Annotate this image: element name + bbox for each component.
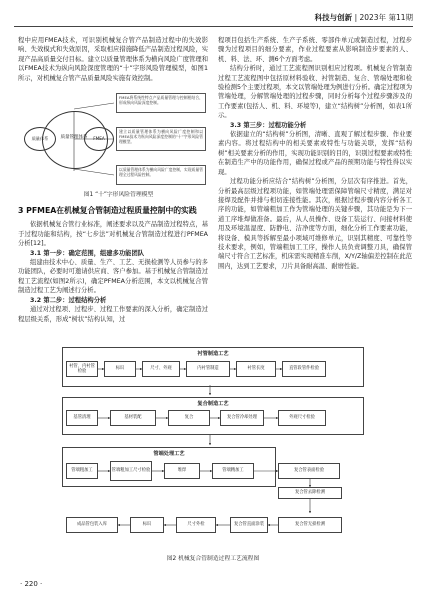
paragraph: 程中应用FMEA技术，可识别机械复合管产品制造过程中的失效影响、失效模式和失效原因，采取相应措施降低产品制造过程风险，实现产品高质量交付目标。建立以质量管理体系为横向风险广度管理和以FMEA技术为纵向风险深度管理的“十”字形风险管理模型，如图1所示，对机械复合管产品质量风险实施有效控制。	[18, 37, 208, 82]
flow-node: 基管清理	[66, 410, 98, 426]
left-oval: 质量体系	[24, 127, 56, 151]
flow-node: 标识	[104, 361, 136, 377]
flow-node: 尺寸外检	[176, 517, 216, 533]
subsection-heading: 3.1 第一步：确定范围，组建多功能团队	[29, 249, 145, 257]
section-title: 管端处理工艺	[153, 451, 185, 457]
journal-header	[315, 12, 413, 23]
flow-node: 衬管长度	[236, 361, 276, 377]
flow-node: 复合管表面检验	[278, 463, 340, 479]
right-oval: FMEA	[84, 127, 114, 151]
flow-node: 管端粗加工	[66, 463, 98, 479]
figure-2-flowchart	[60, 343, 366, 551]
figure-1-caption: 图1 “十”字形风险管理模型	[83, 192, 154, 199]
flow-node: 复合管无损检测	[278, 517, 342, 533]
flow-node: 复合	[168, 410, 210, 426]
flow-node: 标识	[130, 517, 164, 533]
flow-node: 衬管、内衬管检验	[66, 361, 98, 377]
flow-node: 复合管直面涂装	[230, 517, 268, 533]
flow-node: 管端精加工	[212, 463, 254, 479]
flow-node: 堆焊	[164, 463, 200, 479]
figure-1-box-bottom: 以质量管理体系为横向风险广度控制，实现质量管理全过程风险控制。	[116, 165, 206, 185]
figure-2-caption: 图2 机械复合管制造过程工艺流程图	[166, 556, 260, 562]
page-header	[14, 6, 413, 27]
paragraph: 通过对过程项、过程步、过程工作要素的深入分析，确定制造过程层级关系，形成“树状”结构认知，过	[18, 306, 208, 323]
flow-node: 管端粗加工尺寸检验	[110, 461, 152, 481]
section-heading: 3 PFMEA在机械复合管制造过程质量控制中的实践	[18, 206, 197, 216]
issue-info: | 2023年 第11期	[354, 13, 413, 22]
section-title: 复合制造工艺	[197, 401, 229, 407]
paragraph: 依据机械复合管行业标准，阐述要求以及产品制造过程特点，基于过程功能和结构，按“七步法”对机械复合管制造过程进行PFMEA分析[12]。	[18, 221, 208, 248]
flow-node: 外观尺寸检验	[278, 410, 326, 426]
paragraph: 结构分析时，通过工艺流程图识别相应过程项。机械复合管制造过程工艺流程图中包括原材料验收、衬管制造、复合、管端处理和检验检测5个主要过程项，本文以管端处理为例进行分析。确定过程项为管端处理，分解管端处理的过程步骤，同时分析每个过程步骤涉及的工作要素(包括人、机、料、环境等)，建立“结构树”分析图，如表1所示。	[218, 65, 412, 120]
flow-node: 成品管包装入库	[66, 517, 118, 533]
subsection-heading: 3.2 第二步：过程结构分析	[29, 296, 107, 304]
section-title: 衬管制造工艺	[197, 351, 229, 357]
page-number: · 220 ·	[20, 580, 43, 588]
figure-1-risk-model	[18, 89, 208, 189]
flow-node: 复合管冷却处理	[220, 410, 264, 426]
figure-1-box-middle: 建立以质量管理体系为横向风险广度控制和以FMEA技术为纵向风险深度控制的“十”字形风险管理模型。	[116, 127, 206, 151]
figure-1-box-top: FMEA将系统性特点产品质量管理与控制相结合，形成纵向风险深度控制。	[116, 93, 206, 113]
flow-node: 直管段管件检验	[282, 361, 326, 377]
flow-node: 基材装配	[110, 410, 156, 426]
paragraph: 过程功能分析应结合“结构树”分析图，分层次有序推进。首先，分析最高层级过程项功能，如管端处理需保障管端尺寸精度，满足对接焊及配件并排与相切连接性能。其次，根据过程步骤内容分析各工序的功能，如管端粗加工作为管端处理的关键步骤，其功能是为下一道工序堆焊做准备。最后，从人员操作、设备工装运行、问接材料使用及环境温湿度、防静电、洁净度等方面，细化分析工作要素功能，将设备、模具等拆解至最小项域可维修单元，识别其精度、可靠性等技术要求，例如，管端粗加工工序，操作人员负责调整刀具，确保管端尺寸符合工艺标准，机床需实现精准车削，X/Y/Z轴偏差控制在此范围内，达到工艺要求，刀片具备耐高温、耐磨性能。	[218, 178, 412, 270]
subsection-heading: 3.3 第三步：过程功能分析	[229, 121, 307, 129]
right-column	[218, 36, 412, 271]
journal-name: 科技与创新	[314, 13, 353, 22]
flow-node: 复合管去除检测	[278, 487, 342, 499]
left-column	[18, 36, 208, 324]
flow-node: 内衬管制造	[186, 361, 230, 377]
center-label: 质量管理体系	[60, 135, 88, 141]
paragraph: 组建由技术中心、质量、生产、工艺、无损检测等人员参与的多功能团队，必要时可邀请供应商、客户参加。基于机械复合管制造过程工艺流程(如图2所示)，确定PFMEA分析范围，本文以机械复合管制造过程工艺为阐述行分析。	[18, 259, 208, 295]
paragraph: 依据建立的“结构树”分析图，清晰、直观了解过程步骤、作业要素内容。将过程结构中的相关要素或特性与功能关联，发挥“结构树”相关要素分析的作用，实现功能识别的目的，识别过程要素或特性在制造生产中的功能作用，确保过程或产品的预期功能与特性得以实现。	[218, 131, 412, 176]
paragraph: 程项目包括生产系统、生产子系统、零部件单元或制造过程，过程步骤为过程项目的细分要素，作业过程要素从影响制造步要素的人、机、料、法、环、测6个方面考虑。	[218, 37, 412, 63]
flow-node: 尺寸、外观	[142, 361, 180, 377]
